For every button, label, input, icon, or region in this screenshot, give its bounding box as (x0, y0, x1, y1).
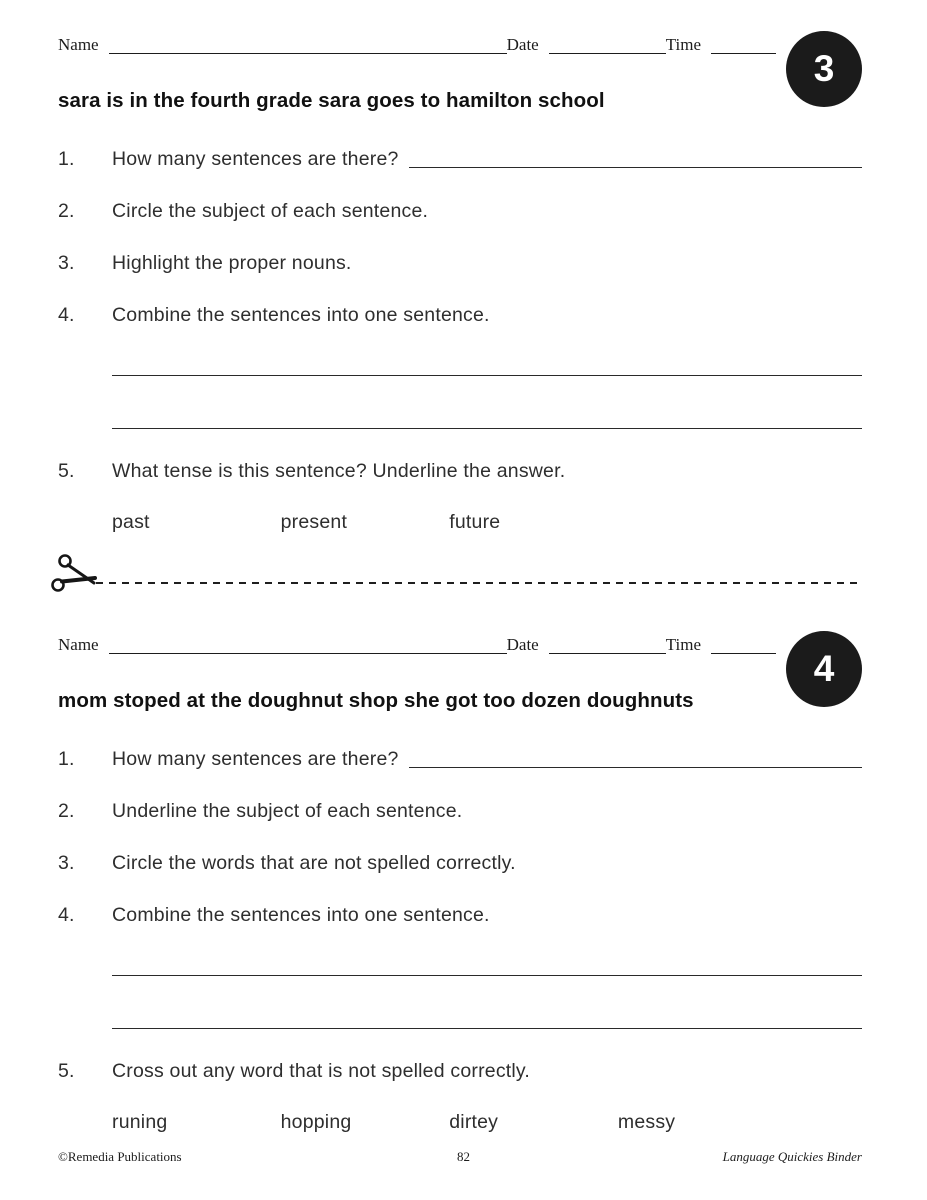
header-row (58, 633, 776, 655)
question-text: Combine the sentences into one sentence. (112, 304, 490, 326)
date-label: Date (506, 635, 539, 654)
question-row (58, 147, 862, 171)
practice-sentence-title: mom stoped at the doughnut shop she got too dozen doughnuts (58, 689, 694, 712)
tense-option: past (112, 511, 150, 533)
question-row (58, 747, 862, 771)
question-number: 1. (58, 748, 75, 770)
question-row (58, 799, 862, 823)
answer-line (112, 374, 862, 376)
date-blank-line (549, 652, 666, 654)
question-text: Cross out any word that is not spelled correctly. (112, 1060, 531, 1082)
answer-blank-inline (409, 766, 862, 768)
word-option: messy (617, 1111, 676, 1133)
date-label: Date (506, 35, 539, 54)
question-row (58, 459, 862, 483)
name-blank-line (109, 52, 507, 54)
time-label: Time (665, 35, 701, 54)
lesson-number-badge (786, 631, 862, 707)
word-option: runing (112, 1111, 168, 1133)
answer-line (112, 427, 862, 429)
header-row (58, 33, 776, 55)
question-row (58, 851, 862, 875)
name-label: Name (58, 635, 99, 654)
tense-option: future (449, 511, 501, 533)
word-options-row (112, 1110, 862, 1134)
tense-options-row (112, 510, 862, 534)
time-blank-line (711, 52, 776, 54)
question-text: Underline the subject of each sentence. (112, 800, 463, 822)
answer-line (112, 974, 862, 976)
question-number: 1. (58, 148, 75, 170)
question-text: Combine the sentences into one sentence. (112, 904, 490, 926)
question-text: Circle the words that are not spelled correctly. (112, 852, 516, 874)
practice-sentence-title: sara is in the fourth grade sara goes to hamilton school (58, 89, 605, 112)
tense-option: present (280, 511, 348, 533)
question-number: 5. (58, 460, 75, 482)
question-text: How many sentences are there? (112, 148, 399, 170)
question-row (58, 199, 862, 223)
date-blank-line (549, 52, 666, 54)
footer-page-number: 82 (457, 1149, 470, 1164)
answer-line (112, 1027, 862, 1029)
time-label: Time (665, 635, 701, 654)
word-option: hopping (280, 1111, 352, 1133)
name-label: Name (58, 35, 99, 54)
question-text: Highlight the proper nouns. (112, 252, 352, 274)
question-number: 3. (58, 852, 75, 874)
cut-dashed-line (96, 582, 862, 584)
question-text: How many sentences are there? (112, 748, 399, 770)
lesson-number: 3 (813, 48, 835, 89)
question-row (58, 903, 862, 927)
question-number: 3. (58, 252, 75, 274)
question-number: 2. (58, 200, 75, 222)
question-text: What tense is this sentence? Underline the answer. (112, 460, 566, 482)
name-blank-line (109, 652, 507, 654)
answer-blank-inline (409, 166, 862, 168)
word-option: dirtey (449, 1111, 499, 1133)
lesson-number-badge (786, 31, 862, 107)
lesson-number: 4 (813, 648, 835, 689)
question-number: 5. (58, 1060, 75, 1082)
time-blank-line (711, 652, 776, 654)
question-row (58, 303, 862, 327)
question-row (58, 1059, 862, 1083)
footer-book-title: Language Quickies Binder (722, 1149, 862, 1164)
scissors-icon (50, 552, 98, 600)
question-text: Circle the subject of each sentence. (112, 200, 429, 222)
question-row (58, 251, 862, 275)
question-number: 4. (58, 904, 75, 926)
question-number: 4. (58, 304, 75, 326)
question-number: 2. (58, 800, 75, 822)
footer-copyright: ©Remedia Publications (58, 1149, 182, 1164)
